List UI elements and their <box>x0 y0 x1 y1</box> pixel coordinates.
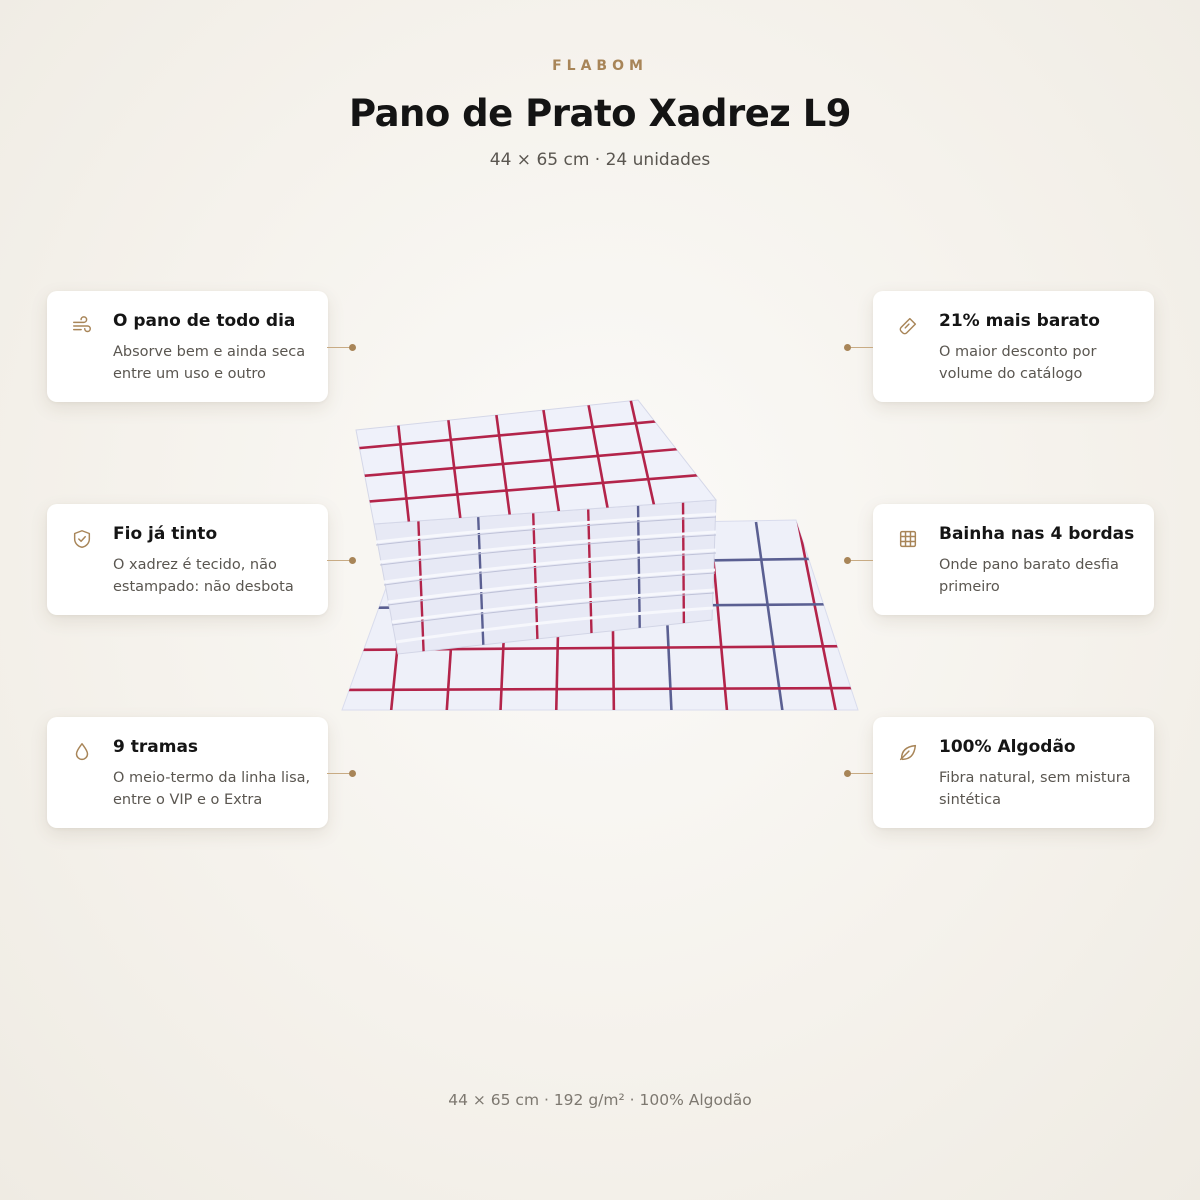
feature-title: 100% Algodão <box>939 737 1076 757</box>
feature-title: 9 tramas <box>113 737 199 757</box>
connector-line <box>327 773 353 774</box>
brand-name: FLABOM <box>552 58 648 74</box>
feature-card-cotton <box>873 717 1154 828</box>
grid-icon <box>897 528 919 550</box>
feature-title: O pano de todo dia <box>113 311 296 331</box>
connector-dot <box>844 344 851 351</box>
feature-title: Bainha nas 4 bordas <box>939 524 1135 544</box>
feature-card-daily <box>47 291 328 402</box>
feature-card-dyed-yarn <box>47 504 328 615</box>
leaf-icon <box>897 741 919 763</box>
feature-description: O xadrez é tecido, não estampado: não desbota <box>113 557 294 595</box>
feature-description: Onde pano barato desfia primeiro <box>939 557 1119 595</box>
page-subtitle: 44 × 65 cm · 24 unidades <box>489 150 711 170</box>
footer-specs: 44 × 65 cm · 192 g/m² · 100% Algodão <box>448 1091 752 1109</box>
connector-line <box>847 347 873 348</box>
feature-card-cheaper <box>873 291 1154 402</box>
feature-card-hem <box>873 504 1154 615</box>
connector-dot <box>844 770 851 777</box>
connector-line <box>847 773 873 774</box>
connector-dot <box>349 344 356 351</box>
page-title: Pano de Prato Xadrez L9 <box>348 92 852 135</box>
feature-description: O meio-termo da linha lisa, entre o VIP e o Extra <box>113 770 311 808</box>
feature-description: Absorve bem e ainda seca entre um uso e outro <box>113 344 306 382</box>
feature-description: Fibra natural, sem mistura sintética <box>939 770 1131 808</box>
tag-icon <box>897 315 919 337</box>
feature-title: Fio já tinto <box>113 524 218 544</box>
feature-title: 21% mais barato <box>939 311 1100 331</box>
feature-description: O maior desconto por volume do catálogo <box>939 344 1097 382</box>
droplet-icon <box>71 741 93 763</box>
feature-card-weave <box>47 717 328 828</box>
wind-icon <box>71 315 93 337</box>
product-image <box>338 392 868 722</box>
shield-check-icon <box>71 528 93 550</box>
connector-line <box>327 347 353 348</box>
connector-dot <box>349 770 356 777</box>
